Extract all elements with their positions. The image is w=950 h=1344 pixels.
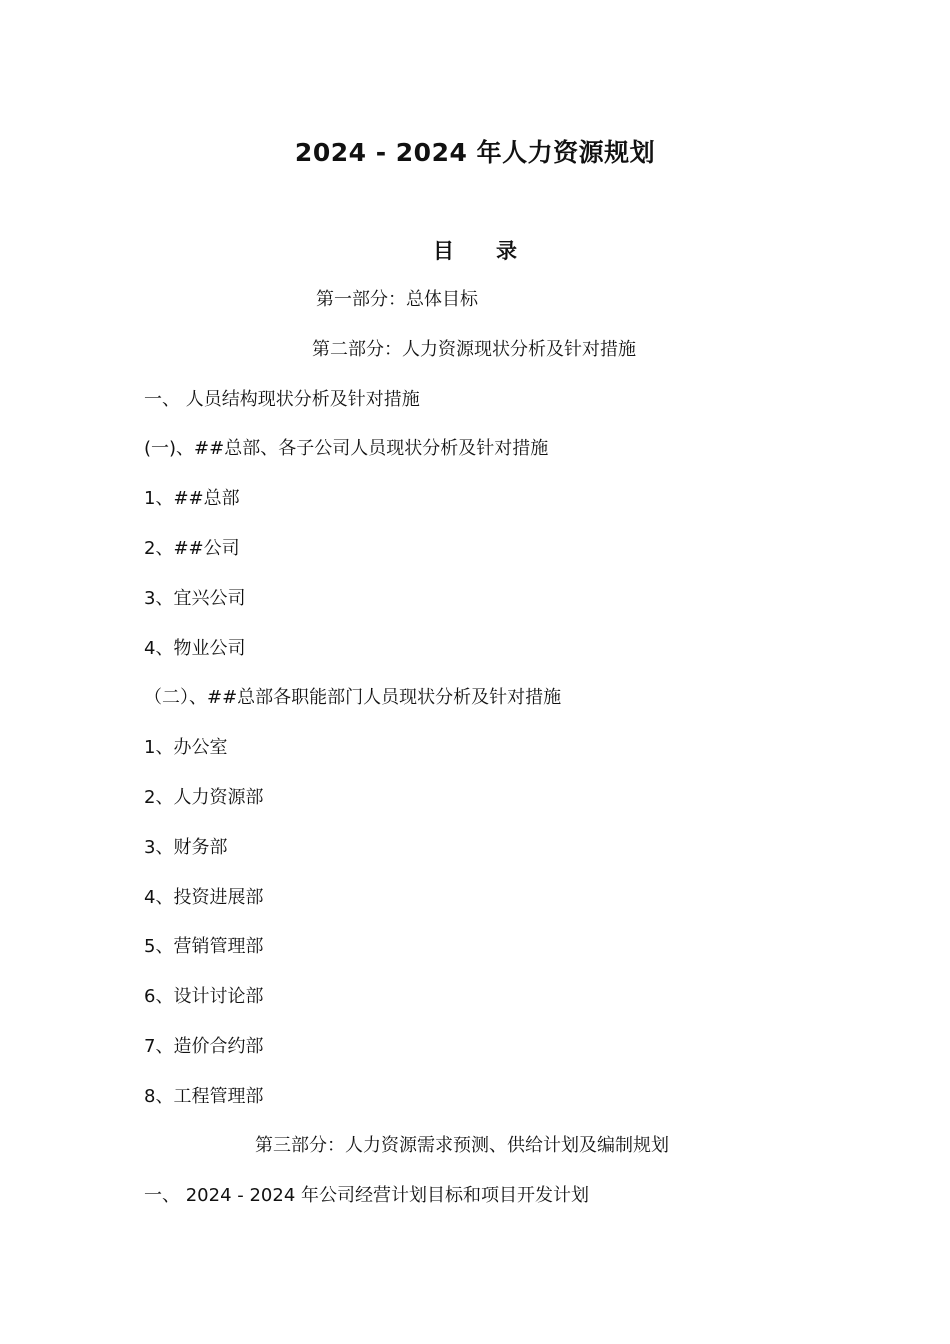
toc-entry-part-three: 第三部分：人力资源需求预测、供给计划及编制规划	[255, 1135, 669, 1156]
toc-entry: 5、营销管理部	[144, 936, 264, 957]
toc-entry: 4、投资进展部	[144, 887, 264, 908]
toc-entry: 2、##公司	[144, 538, 240, 559]
toc-entry-part-two: 第二部分：人力资源现状分析及针对措施	[312, 339, 636, 360]
toc-entry: 1、##总部	[144, 488, 240, 509]
toc-entry: （二）、##总部各职能部门人员现状分析及针对措施	[144, 687, 562, 708]
toc-entry-part-one: 第一部分：总体目标	[316, 289, 478, 310]
toc-entry: 1、办公室	[144, 737, 228, 758]
toc-entry: 4、物业公司	[144, 638, 246, 659]
toc-entry: 2、人力资源部	[144, 787, 264, 808]
toc-entry: 一、 2024 - 2024 年公司经营计划目标和项目开发计划	[144, 1185, 589, 1206]
toc-entry: 7、造价合约部	[144, 1036, 264, 1057]
toc-entry: 一、 人员结构现状分析及针对措施	[144, 389, 420, 410]
toc-entry: 6、设计讨论部	[144, 986, 264, 1007]
toc-entry: 8、工程管理部	[144, 1086, 264, 1107]
document-title: 2024 - 2024 年人力资源规划	[294, 138, 656, 167]
toc-entry: 3、宜兴公司	[144, 588, 246, 609]
toc-heading: 目 录	[433, 239, 517, 263]
toc-entry: (一)、##总部、各子公司人员现状分析及针对措施	[144, 438, 549, 459]
toc-entry: 3、财务部	[144, 837, 228, 858]
